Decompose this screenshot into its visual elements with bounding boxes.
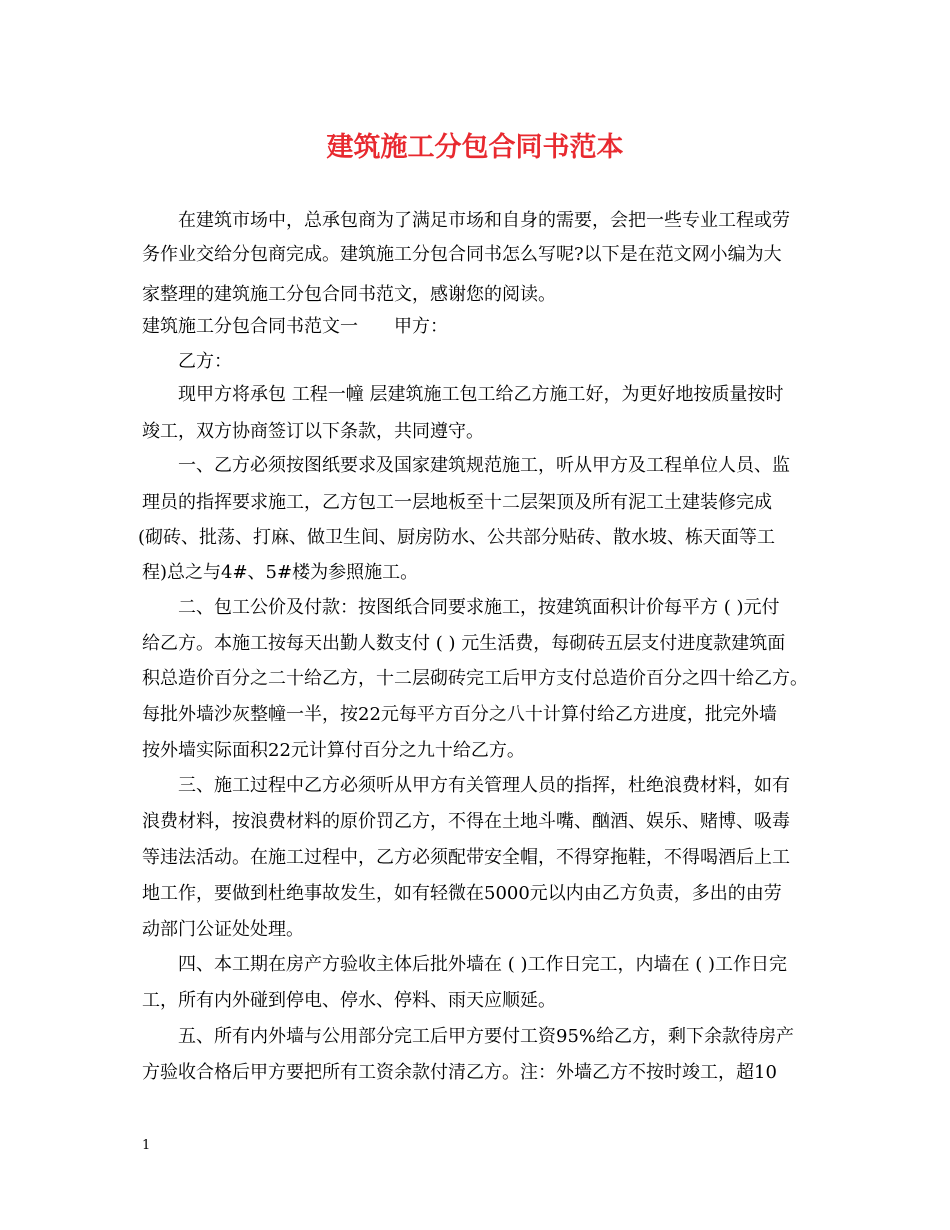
- paragraph-line: 等违法活动。在施工过程中，乙方必须配带安全帽，不得穿拖鞋，不得喝酒后上工: [142, 847, 790, 868]
- paragraph-line: 积总造价百分之二十给乙方，十二层砌砖完工后甲方支付总造价百分之四十给乙方。: [142, 668, 808, 689]
- paragraph-line: 方验收合格后甲方要把所有工资余款付清乙方。注：外墙乙方不按时竣工，超10: [142, 1062, 777, 1083]
- paragraph-line: 动部门公证处处理。: [142, 919, 304, 940]
- paragraph-line: 工，所有内外碰到停电、停水、停料、雨天应顺延。: [142, 990, 556, 1011]
- paragraph-line: 四、本工期在房产方验收主体后批外墙在 ( )工作日完工，内墙在 ( )工作日完: [178, 954, 787, 975]
- paragraph-line: 现甲方将承包 工程一幢 层建筑施工包工给乙方施工好，为更好地按质量按时: [178, 384, 784, 405]
- paragraph-line: 每批外墙沙灰整幢一半，按22元每平方百分之八十计算付给乙方进度，批完外墙: [142, 704, 777, 725]
- paragraph-line: 家整理的建筑施工分包合同书范文，感谢您的阅读。: [142, 284, 556, 305]
- paragraph-line: 五、所有内外墙与公用部分完工后甲方要付工资95%给乙方，剩下余款待房产: [178, 1026, 795, 1047]
- paragraph-line: 按外墙实际面积22元计算付百分之九十给乙方。: [142, 740, 525, 761]
- paragraph-line: 竣工，双方协商签订以下条款，共同遵守。: [142, 421, 484, 442]
- document-title: 建筑施工分包合同书范本: [326, 132, 624, 163]
- paragraph-line: 浪费材料，按浪费材料的原价罚乙方，不得在土地斗嘴、酗酒、娱乐、赌博、吸毒: [142, 811, 790, 832]
- paragraph-line: 在建筑市场中，总承包商为了满足市场和自身的需要，会把一些专业工程或劳: [178, 210, 790, 231]
- paragraph-line: 理员的指挥要求施工，乙方包工一层地板至十二层架顶及所有泥工土建装修完成: [142, 492, 772, 513]
- paragraph-line: 务作业交给分包商完成。建筑施工分包合同书怎么写呢?以下是在范文网小编为大: [142, 244, 782, 265]
- paragraph-line: 三、施工过程中乙方必须听从甲方有关管理人员的指挥，杜绝浪费材料，如有: [178, 775, 790, 796]
- paragraph-line: 二、包工公价及付款：按图纸合同要求施工，按建筑面积计价每平方 ( )元付: [178, 597, 780, 618]
- page-number: 1: [142, 1138, 151, 1153]
- paragraph-line: 给乙方。本施工按每天出勤人数支付 ( ) 元生活费，每砌砖五层支付进度款建筑面: [142, 633, 786, 654]
- paragraph-line: 建筑施工分包合同书范文一 甲方：: [142, 316, 448, 337]
- paragraph-line: (砌砖、批荡、打麻、做卫生间、厨房防水、公共部分贴砖、散水坡、栋天面等工: [138, 527, 776, 548]
- paragraph-line: 地工作，要做到杜绝事故发生，如有轻微在5000元以内由乙方负责，多出的由劳: [142, 883, 782, 904]
- paragraph-line: 程)总之与4#、5#楼为参照施工。: [142, 562, 419, 583]
- paragraph-line: 乙方：: [178, 351, 232, 372]
- paragraph-line: 一、乙方必须按图纸要求及国家建筑规范施工，听从甲方及工程单位人员、监: [178, 455, 790, 476]
